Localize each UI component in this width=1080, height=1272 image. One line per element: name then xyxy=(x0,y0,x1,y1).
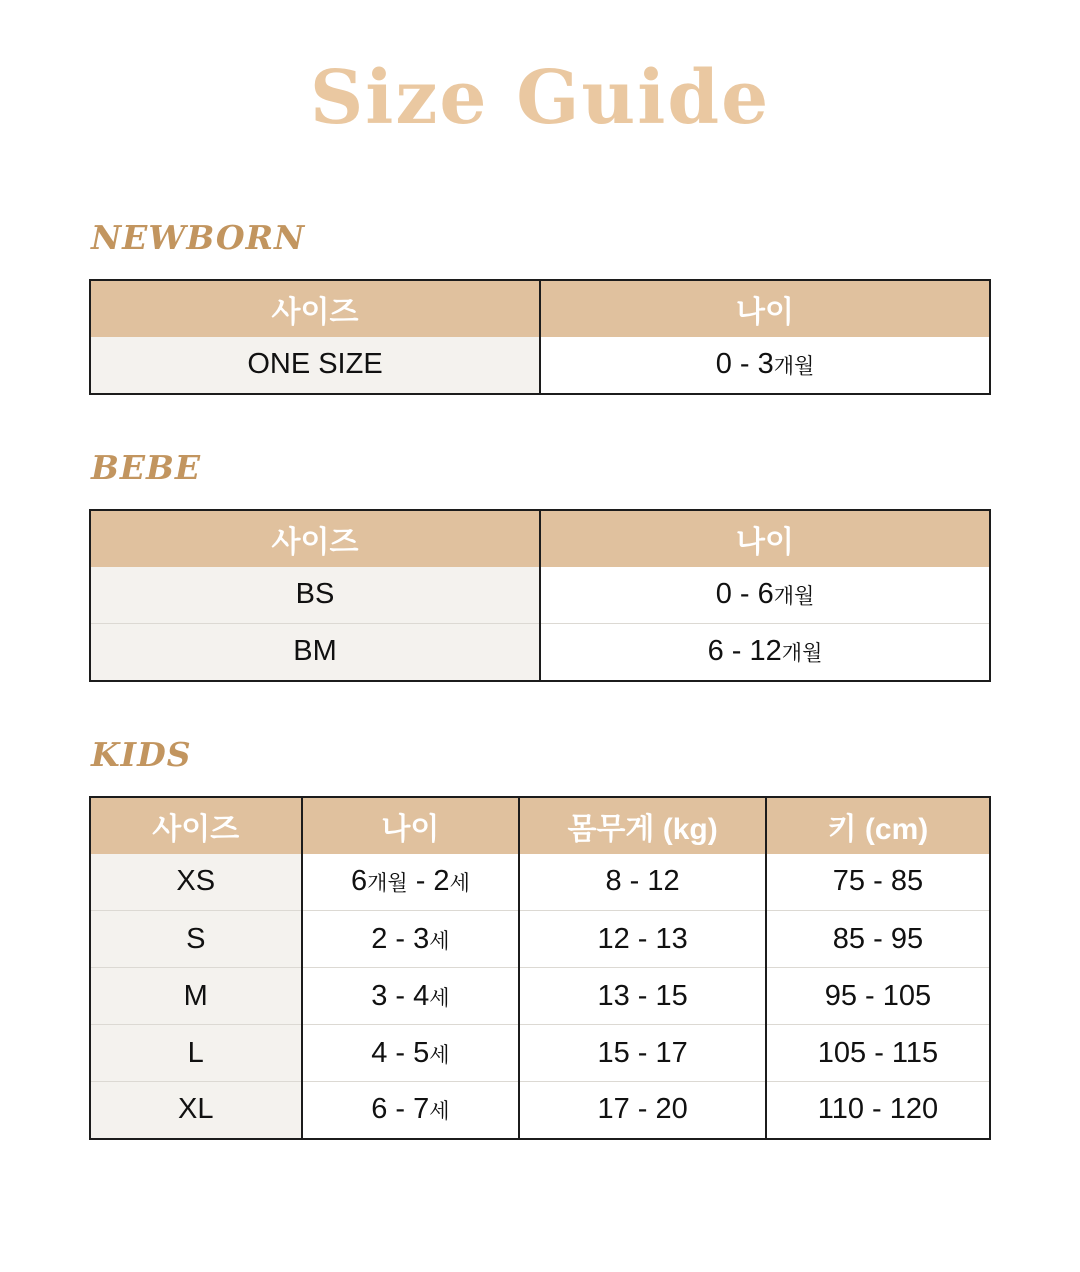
table-cell: 17 - 20 xyxy=(519,1082,766,1139)
table-header-row xyxy=(90,510,990,567)
table-cell: 6개월 - 2세 xyxy=(302,854,520,911)
table-cell: S xyxy=(90,911,302,968)
section-heading-bebe: BEBE xyxy=(91,447,202,487)
section-bebe xyxy=(89,449,991,682)
table-header-row xyxy=(90,280,990,337)
section-heading-kids: KIDS xyxy=(91,734,192,774)
column-header-size: 사이즈 xyxy=(90,510,540,567)
column-header-age: 나이 xyxy=(302,797,520,854)
table-row xyxy=(90,911,990,968)
table-cell: 95 - 105 xyxy=(766,968,990,1025)
column-header-size: 사이즈 xyxy=(90,280,540,337)
size-table-bebe xyxy=(89,509,991,682)
table-cell: 13 - 15 xyxy=(519,968,766,1025)
table-row xyxy=(90,624,990,681)
table-cell: BS xyxy=(90,567,540,624)
column-header-age: 나이 xyxy=(540,510,990,567)
table-cell: 75 - 85 xyxy=(766,854,990,911)
column-header-age: 나이 xyxy=(540,280,990,337)
table-cell: ONE SIZE xyxy=(90,337,540,394)
table-row xyxy=(90,567,990,624)
table-cell: 4 - 5세 xyxy=(302,1025,520,1082)
column-header-weight: 몸무게 (kg) xyxy=(519,797,766,854)
table-cell: 105 - 115 xyxy=(766,1025,990,1082)
column-header-size: 사이즈 xyxy=(90,797,302,854)
table-row xyxy=(90,1025,990,1082)
table-cell: 2 - 3세 xyxy=(302,911,520,968)
table-cell: 110 - 120 xyxy=(766,1082,990,1139)
table-cell: XS xyxy=(90,854,302,911)
section-heading-newborn: NEWBORN xyxy=(91,217,306,257)
size-table-kids xyxy=(89,796,991,1140)
table-cell: 8 - 12 xyxy=(519,854,766,911)
table-cell: BM xyxy=(90,624,540,681)
table-cell: L xyxy=(90,1025,302,1082)
table-row xyxy=(90,1082,990,1139)
table-row xyxy=(90,854,990,911)
table-cell: 6 - 12개월 xyxy=(540,624,990,681)
table-cell: 85 - 95 xyxy=(766,911,990,968)
table-cell: 0 - 3개월 xyxy=(540,337,990,394)
section-kids xyxy=(89,736,991,1140)
table-cell: 3 - 4세 xyxy=(302,968,520,1025)
section-newborn xyxy=(89,219,991,395)
table-cell: 6 - 7세 xyxy=(302,1082,520,1139)
table-cell: M xyxy=(90,968,302,1025)
table-cell: XL xyxy=(90,1082,302,1139)
table-cell: 0 - 6개월 xyxy=(540,567,990,624)
table-row xyxy=(90,337,990,394)
table-cell: 12 - 13 xyxy=(519,911,766,968)
table-header-row xyxy=(90,797,990,854)
table-row xyxy=(90,968,990,1025)
table-cell: 15 - 17 xyxy=(519,1025,766,1082)
column-header-height: 키 (cm) xyxy=(766,797,990,854)
size-table-newborn xyxy=(89,279,991,395)
page-title: Size Guide xyxy=(309,55,771,141)
